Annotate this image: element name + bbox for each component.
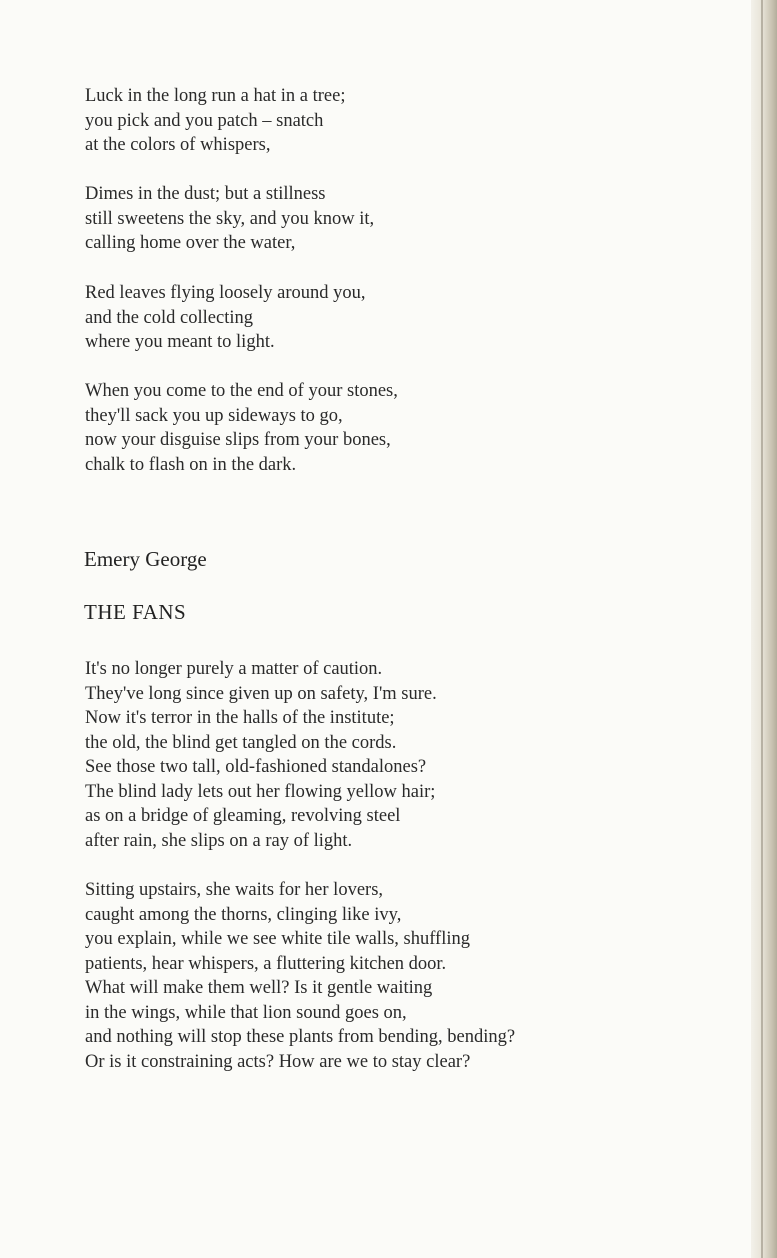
poem-line: See those two tall, old-fashioned standalones? [85, 757, 427, 777]
poem-line: patients, hear whispers, a fluttering kitchen door. [85, 953, 447, 974]
stanza-3 [85, 281, 366, 355]
poem-line: chalk to flash on in the dark. [85, 454, 297, 475]
poem-line: Dimes in the dust; but a stillness [85, 184, 326, 204]
poem-line: as on a bridge of gleaming, revolving steel [85, 806, 401, 826]
fans-stanza-1 [85, 657, 437, 853]
poem-line: Red leaves flying loosely around you, [85, 283, 366, 303]
poem-line: The blind lady lets out her flowing yellow hair; [85, 781, 436, 802]
poem-line: Luck in the long run a hat in a tree; [85, 86, 346, 106]
poem-line: When you come to the end of your stones, [85, 381, 398, 401]
poem-line: still sweetens the sky, and you know it, [85, 208, 375, 229]
poem-line: after rain, she slips on a ray of light. [85, 830, 353, 851]
page-binding-shadow [761, 0, 763, 1258]
poem-line: caught among the thorns, clinging like ivy, [85, 904, 402, 925]
poem-line: now your disguise slips from your bones, [85, 430, 391, 450]
stanza-1 [85, 84, 345, 158]
poem-line: Now it's terror in the halls of the institute; [85, 708, 395, 728]
poem-line: the old, the blind get tangled on the cords. [85, 732, 397, 753]
poem-line: They've long since given up on safety, I'm sure. [85, 683, 437, 704]
poem-line: It's no longer purely a matter of caution. [85, 659, 383, 679]
poem-line: Sitting upstairs, she waits for her lovers, [85, 880, 384, 900]
poem-line: What will make them well? Is it gentle waiting [85, 978, 433, 998]
poem-line: calling home over the water, [85, 233, 296, 253]
poem-line: you pick and you patch – snatch [85, 110, 324, 131]
poem-title: THE FANS [84, 600, 187, 624]
stanza-2 [85, 182, 374, 256]
fans-stanza-2 [85, 878, 515, 1074]
stanza-4 [85, 379, 398, 477]
poem-line: at the colors of whispers, [85, 135, 271, 155]
poem-line: Or is it constraining acts? How are we to stay clear? [85, 1051, 471, 1072]
poem-author: Emery George [84, 547, 207, 571]
poem-line: and nothing will stop these plants from bending, bending? [85, 1027, 516, 1047]
page-binding-edge [751, 0, 777, 1258]
poem-line: and the cold collecting [85, 307, 253, 328]
poem-line: where you meant to light. [85, 332, 275, 352]
poem-line: in the wings, while that lion sound goes on, [85, 1002, 407, 1023]
poem-line: they'll sack you up sideways to go, [85, 405, 343, 426]
poem-line: you explain, while we see white tile walls, shuffling [85, 929, 470, 949]
